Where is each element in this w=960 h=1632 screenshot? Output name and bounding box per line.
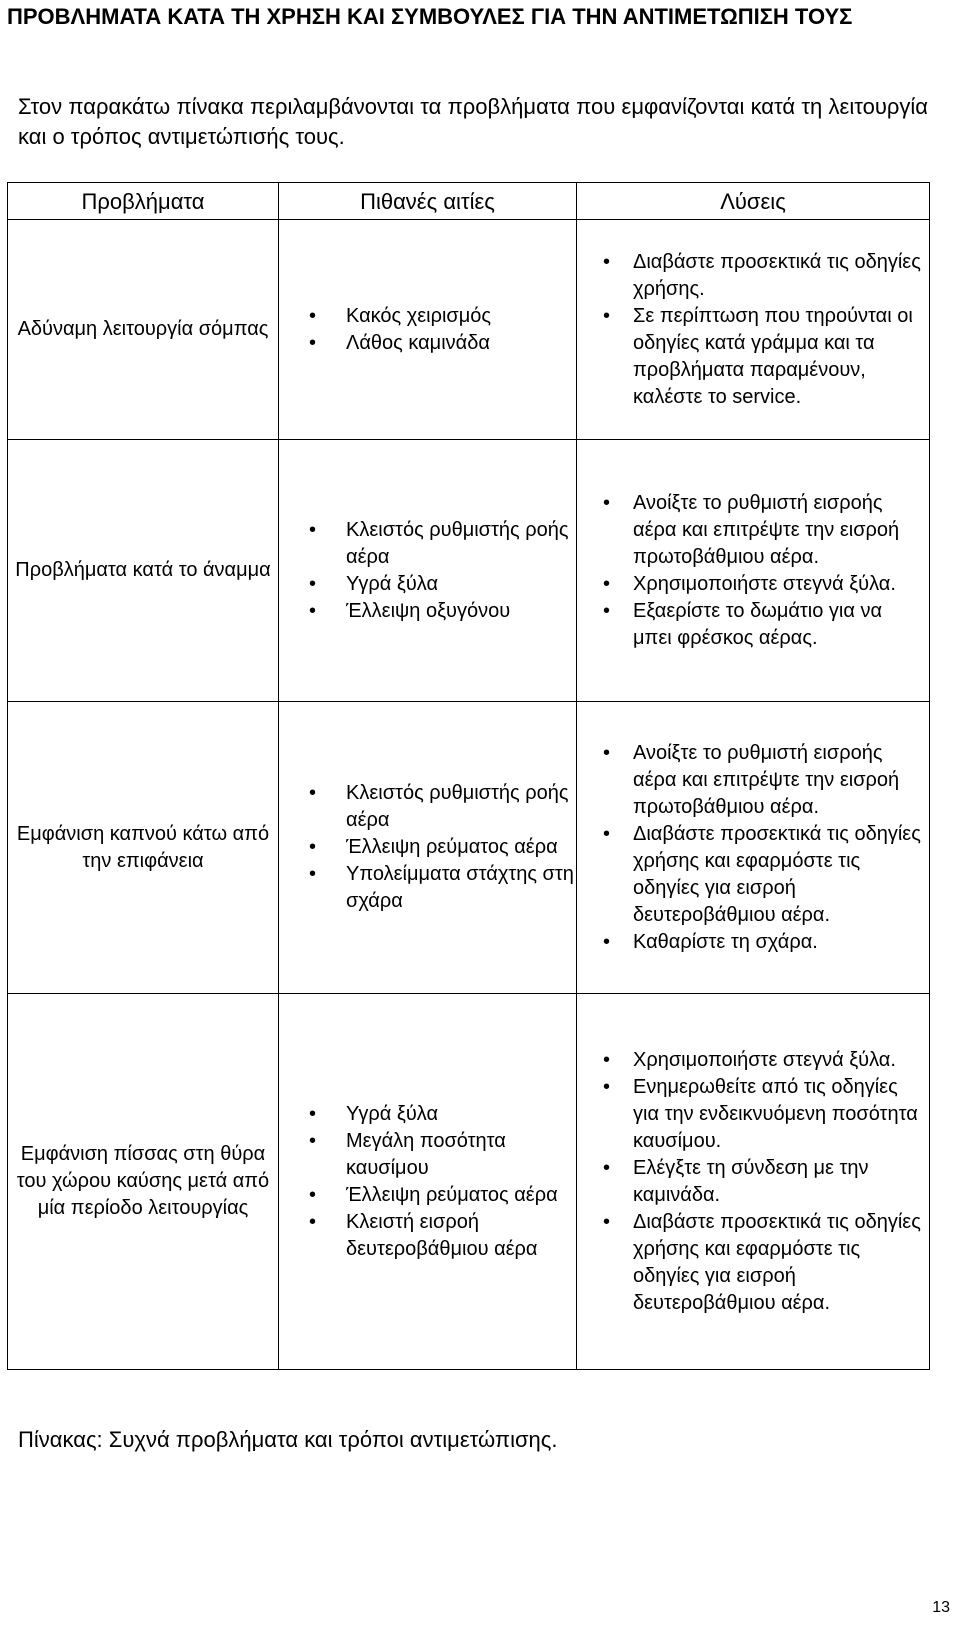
solutions-list [577,490,929,652]
table-header-row [8,183,930,220]
solutions-cell [577,220,930,440]
solutions-cell [577,994,930,1370]
solution-item: • Σε περίπτωση που τηρούνται οι οδηγίες κατά γράμμα και τα προβλήματα παραμένουν, καλέστε το service. [577,303,929,411]
table-row [8,702,930,994]
problem-cell: Αδύναμη λειτουργία σόμπας [8,220,279,440]
solution-item: • Διαβάστε προσεκτικά τις οδηγίες χρήσης και εφαρμόστε τις οδηγίες για εισροή δευτεροβάθμιου αέρα. [577,1209,929,1317]
causes-cell [279,440,577,702]
problem-cell: Προβλήματα κατά το άναμμα [8,440,279,702]
header-causes: Πιθανές αιτίες [279,183,577,220]
solution-item: • Ενημερωθείτε από τις οδηγίες για την ενδεικνυόμενη ποσότητα καυσίμου. [577,1074,929,1155]
solutions-cell [577,440,930,702]
solution-item: • Εξαερίστε το δωμάτιο για να μπει φρέσκος αέρας. [577,598,929,652]
table-row [8,994,930,1370]
cause-item: • Έλλειψη ρεύματος αέρα [279,1182,576,1209]
cause-item: • Υγρά ξύλα [279,1101,576,1128]
page-title: ΠΡΟΒΛΗΜΑΤΑ ΚΑΤΑ ΤΗ ΧΡΗΣΗ ΚΑΙ ΣΥΜΒΟΥΛΕΣ ΓΙΑ ΤΗΝ ΑΝΤΙΜΕΤΩΠΙΣΗ ΤΟΥΣ [7,4,853,29]
cause-item: • Κλειστός ρυθμιστής ροής αέρα [279,780,576,834]
solutions-cell [577,702,930,994]
solutions-list [577,249,929,411]
cause-item: • Έλλειψη οξυγόνου [279,598,576,625]
solution-item: • Χρησιμοποιήστε στεγνά ξύλα. [577,1047,929,1074]
causes-list [279,1101,576,1263]
solutions-list [577,1047,929,1317]
header-solutions: Λύσεις [577,183,930,220]
solution-item: • Χρησιμοποιήστε στεγνά ξύλα. [577,571,929,598]
cause-item: • Κακός χειρισμός [279,303,576,330]
header-problems: Προβλήματα [8,183,279,220]
cause-item: • Κλειστός ρυθμιστής ροής αέρα [279,517,576,571]
solution-item: • Ανοίξτε το ρυθμιστή εισροής αέρα και επιτρέψτε την εισροή πρωτοβάθμιου αέρα. [577,740,929,821]
solutions-list [577,740,929,956]
table-caption: Πίνακας: Συχνά προβλήματα και τρόποι αντιμετώπισης. [18,1427,558,1452]
problem-cell: Εμφάνιση πίσσας στη θύρα του χώρου καύσης μετά από μία περίοδο λειτουργίας [8,994,279,1370]
causes-cell [279,994,577,1370]
causes-cell [279,220,577,440]
problems-table [7,182,930,1370]
cause-item: • Κλειστή εισροή δευτεροβάθμιου αέρα [279,1209,576,1263]
causes-list [279,780,576,915]
solution-item: • Ανοίξτε το ρυθμιστή εισροής αέρα και επιτρέψτε την εισροή πρωτοβάθμιου αέρα. [577,490,929,571]
table-row [8,440,930,702]
table-row [8,220,930,440]
intro-paragraph: Στον παρακάτω πίνακα περιλαμβάνονται τα προβλήματα που εμφανίζονται κατά τη λειτουργία και ο τρόπος αντιμετώπισής τους. [18,94,928,149]
solution-item: • Διαβάστε προσεκτικά τις οδηγίες χρήσης και εφαρμόστε τις οδηγίες για εισροή δευτεροβάθμιου αέρα. [577,821,929,929]
problem-cell: Εμφάνιση καπνού κάτω από την επιφάνεια [8,702,279,994]
cause-item: • Μεγάλη ποσότητα καυσίμου [279,1128,576,1182]
page-number: 13 [932,1599,950,1616]
solution-item: • Καθαρίστε τη σχάρα. [577,929,929,956]
cause-item: • Λάθος καμινάδα [279,330,576,357]
cause-item: • Υγρά ξύλα [279,571,576,598]
causes-cell [279,702,577,994]
cause-item: • Υπολείμματα στάχτης στη σχάρα [279,861,576,915]
cause-item: • Έλλειψη ρεύματος αέρα [279,834,576,861]
causes-list [279,303,576,357]
solution-item: • Ελέγξτε τη σύνδεση με την καμινάδα. [577,1155,929,1209]
causes-list [279,517,576,625]
solution-item: • Διαβάστε προσεκτικά τις οδηγίες χρήσης. [577,249,929,303]
